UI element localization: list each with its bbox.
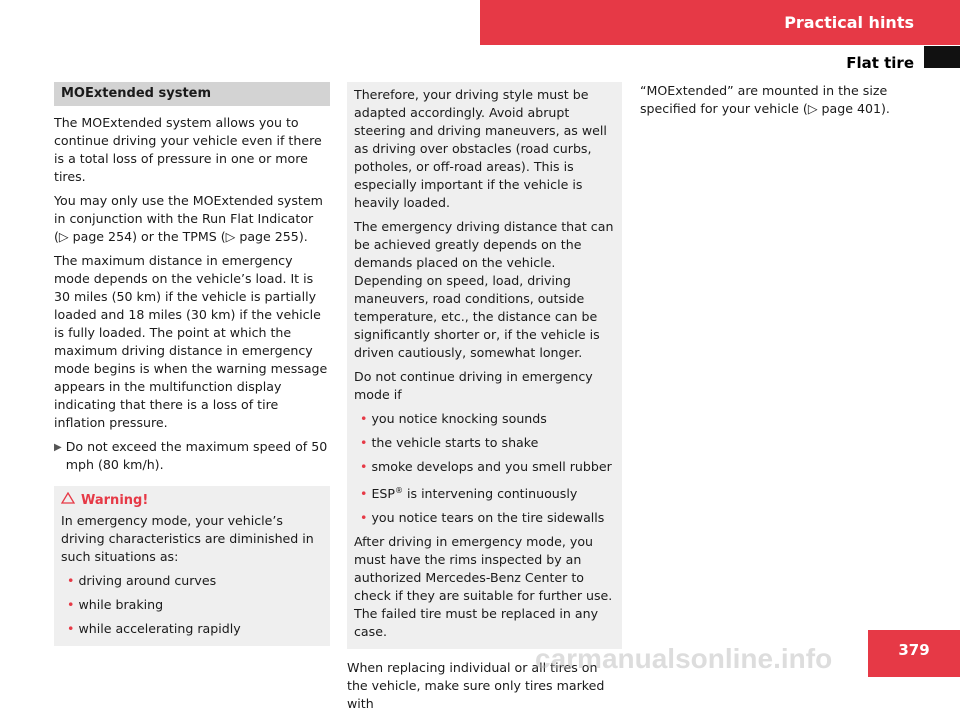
warning-heading [61,492,323,510]
paragraph: The MOExtended system allows you to continue driving your vehicle even if there is a total loss of pressure in one or more tires. [54,115,322,184]
column-2 [347,82,622,719]
paragraph: Therefore, your driving style must be adapted accordingly. Avoid abrupt steering and driving maneuvers, as well as driving over obstacles (road curbs, potholes, or off-road areas). This is especially important if the vehicle is heavily loaded. [354,87,607,210]
section-title: Practical hints [784,13,914,32]
bullet-icon: • [360,411,368,426]
instruction-step [54,438,330,474]
warning-title: Warning! [81,493,149,508]
bullet-icon: • [360,459,368,474]
list-item: • you notice tears on the tire sidewalls [360,510,605,526]
arrow-right-icon: ▶ [54,442,62,453]
bullet-icon: • [67,573,75,588]
bullet-icon: • [67,621,75,636]
page-number: 379 [868,630,960,677]
column-3 [640,82,920,124]
warning-box [54,486,330,646]
list-item: • while accelerating rapidly [67,621,241,636]
subsection-title: Flat tire [846,54,914,72]
warning-intro: In emergency mode, your vehicle’s driving characteristics are diminished in such situations as: [61,513,314,564]
section-tab [924,46,960,68]
paragraph: You may only use the MOExtended system in conjunction with the Run Flat Indicator (▷ page 254) or the TPMS (▷ page 255). [54,193,323,244]
list-item: • driving around curves [67,573,217,588]
list-item: • while braking [67,597,164,612]
paragraph: Do not continue driving in emergency mode if [354,369,593,402]
warning-triangle-icon [61,492,75,510]
paragraph: After driving in emergency mode, you must have the rims inspected by an authorized Mercedes-Benz Center to check if they are suitable for further use. The failed tire must be replaced in any case. [354,534,613,640]
paragraph: The maximum distance in emergency mode depends on the vehicle’s load. It is 30 miles (50 km) if the vehicle is partially loaded and 18 miles (30 km) if the vehicle is fully loaded. The point at which the maximum driving distance in emergency mode begins is when the warning message appears in the multifunction display indicating that there is a loss of tire inflation pressure. [54,253,328,430]
list-item: • the vehicle starts to shake [360,435,539,450]
column-1 [54,82,330,646]
section-heading: MOExtended system [54,82,330,106]
paragraph: When replacing individual or all tires on the vehicle, make sure only tires marked with [347,660,605,712]
instruction-text: Do not exceed the maximum speed of 50 mph (80 km/h). [65,439,328,472]
bullet-icon: • [67,597,75,612]
bullet-icon: • [360,435,368,450]
bullet-icon: • [360,510,368,526]
registered-mark: ® [394,486,403,495]
warning-continued-box [347,82,622,649]
list-item: • smoke develops and you smell rubber [360,459,612,474]
paragraph: The emergency driving distance that can be achieved greatly depends on the demands placed on the vehicle. Depending on speed, load, driving maneuvers, road conditions, outside temperature, etc., the distance can be significantly shorter or, if the vehicle is driven cautiously, somewhat longer. [354,219,614,360]
paragraph: “MOExtended” are mounted in the size specified for your vehicle (▷ page 401). [640,83,890,116]
list-item: • you notice knocking sounds [360,411,547,426]
list-item: • ESP® is intervening continuously [360,486,578,502]
bullet-icon: • [360,486,368,502]
watermark: carmanualsonline.info [535,643,833,674]
